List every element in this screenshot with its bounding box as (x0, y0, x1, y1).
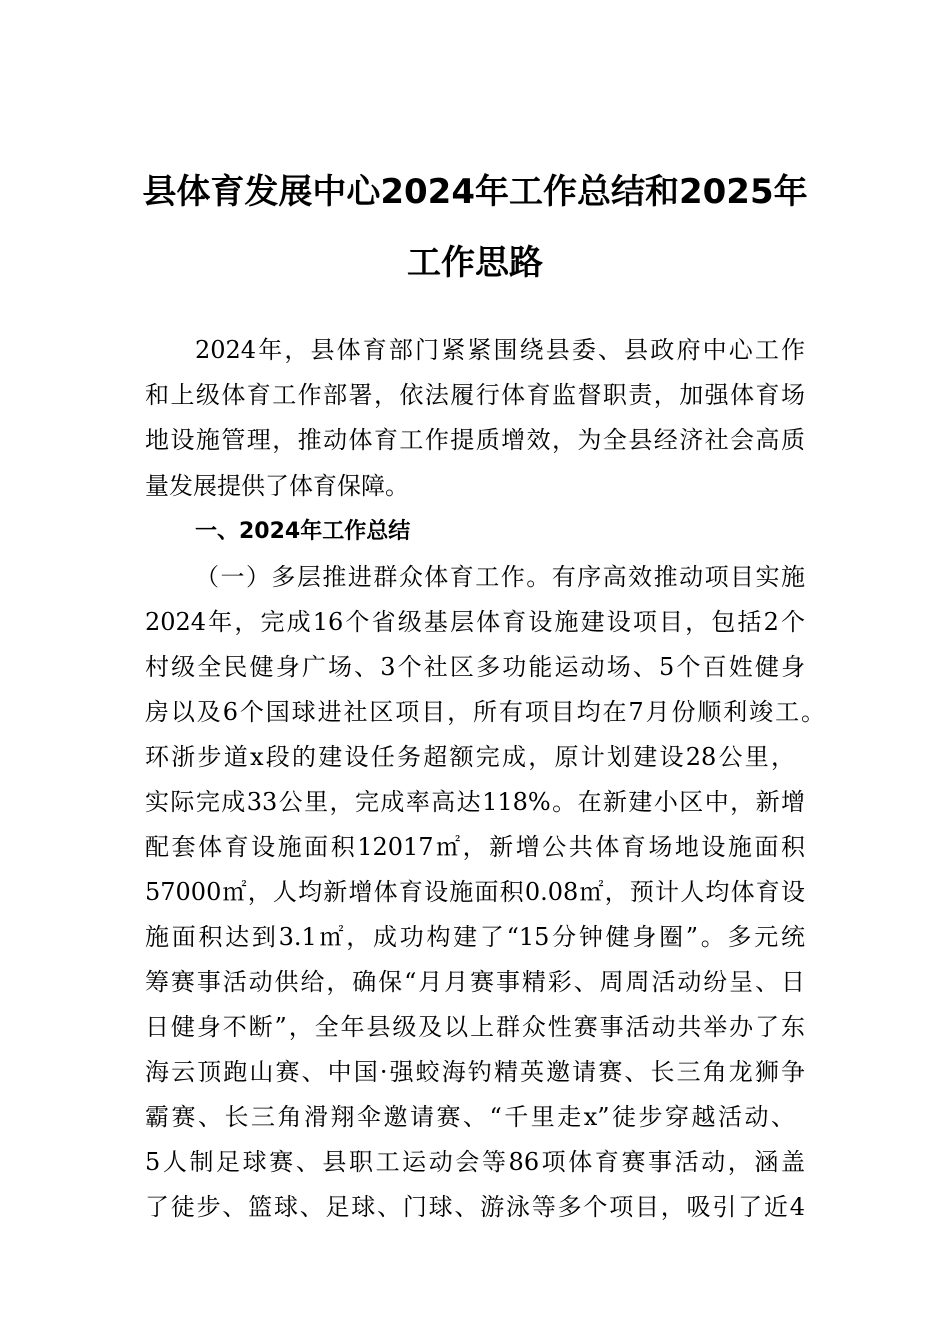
body-line: （一）多层推进群众体育工作。有序高效推动项目实施 (195, 563, 805, 591)
body-line: 实际完成33公里，完成率高达118%。在新建小区中，新增 (145, 788, 805, 816)
body-line: 配套体育设施面积12017㎡，新增公共体育场地设施面积 (145, 833, 805, 861)
body-line: 57000㎡，人均新增体育设施面积0.08㎡，预计人均体育设 (145, 878, 805, 906)
intro-line: 量发展提供了体育保障。 (145, 472, 409, 500)
body-line: 村级全民健身广场、3个社区多功能运动场、5个百姓健身 (145, 653, 805, 681)
body-line: 日健身不断”，全年县级及以上群众性赛事活动共举办了东 (145, 1013, 805, 1041)
body-line: 房以及6个国球进社区项目，所有项目均在7月份顺利竣工。 (145, 698, 825, 726)
document-title-line-2: 工作思路 (407, 243, 543, 283)
body-line: 5人制足球赛、县职工运动会等86项体育赛事活动，涵盖 (145, 1148, 805, 1176)
body-line: 环浙步道x段的建设任务超额完成，原计划建设28公里， (145, 743, 795, 771)
body-line: 2024年，完成16个省级基层体育设施建设项目，包括2个 (145, 608, 805, 636)
body-line: 霸赛、长三角滑翔伞邀请赛、“千里走x”徒步穿越活动、 (145, 1103, 795, 1131)
intro-line: 和上级体育工作部署，依法履行体育监督职责，加强体育场 (145, 381, 805, 409)
body-line: 了徒步、篮球、足球、门球、游泳等多个项目，吸引了近4 (145, 1193, 805, 1221)
intro-line: 地设施管理，推动体育工作提质增效，为全县经济社会高质 (145, 426, 805, 454)
body-line: 筹赛事活动供给，确保“月月赛事精彩、周周活动纷呈、日 (145, 968, 805, 996)
document-title-line-1: 县体育发展中心2024年工作总结和2025年 (142, 172, 808, 212)
intro-line: 2024年，县体育部门紧紧围绕县委、县政府中心工作 (195, 336, 805, 364)
body-line: 施面积达到3.1㎡，成功构建了“15分钟健身圈”。多元统 (145, 923, 805, 951)
body-line: 海云顶跑山赛、中国·强蛟海钓精英邀请赛、长三角龙狮争 (145, 1058, 805, 1086)
section-heading: 一、2024年工作总结 (195, 519, 411, 544)
